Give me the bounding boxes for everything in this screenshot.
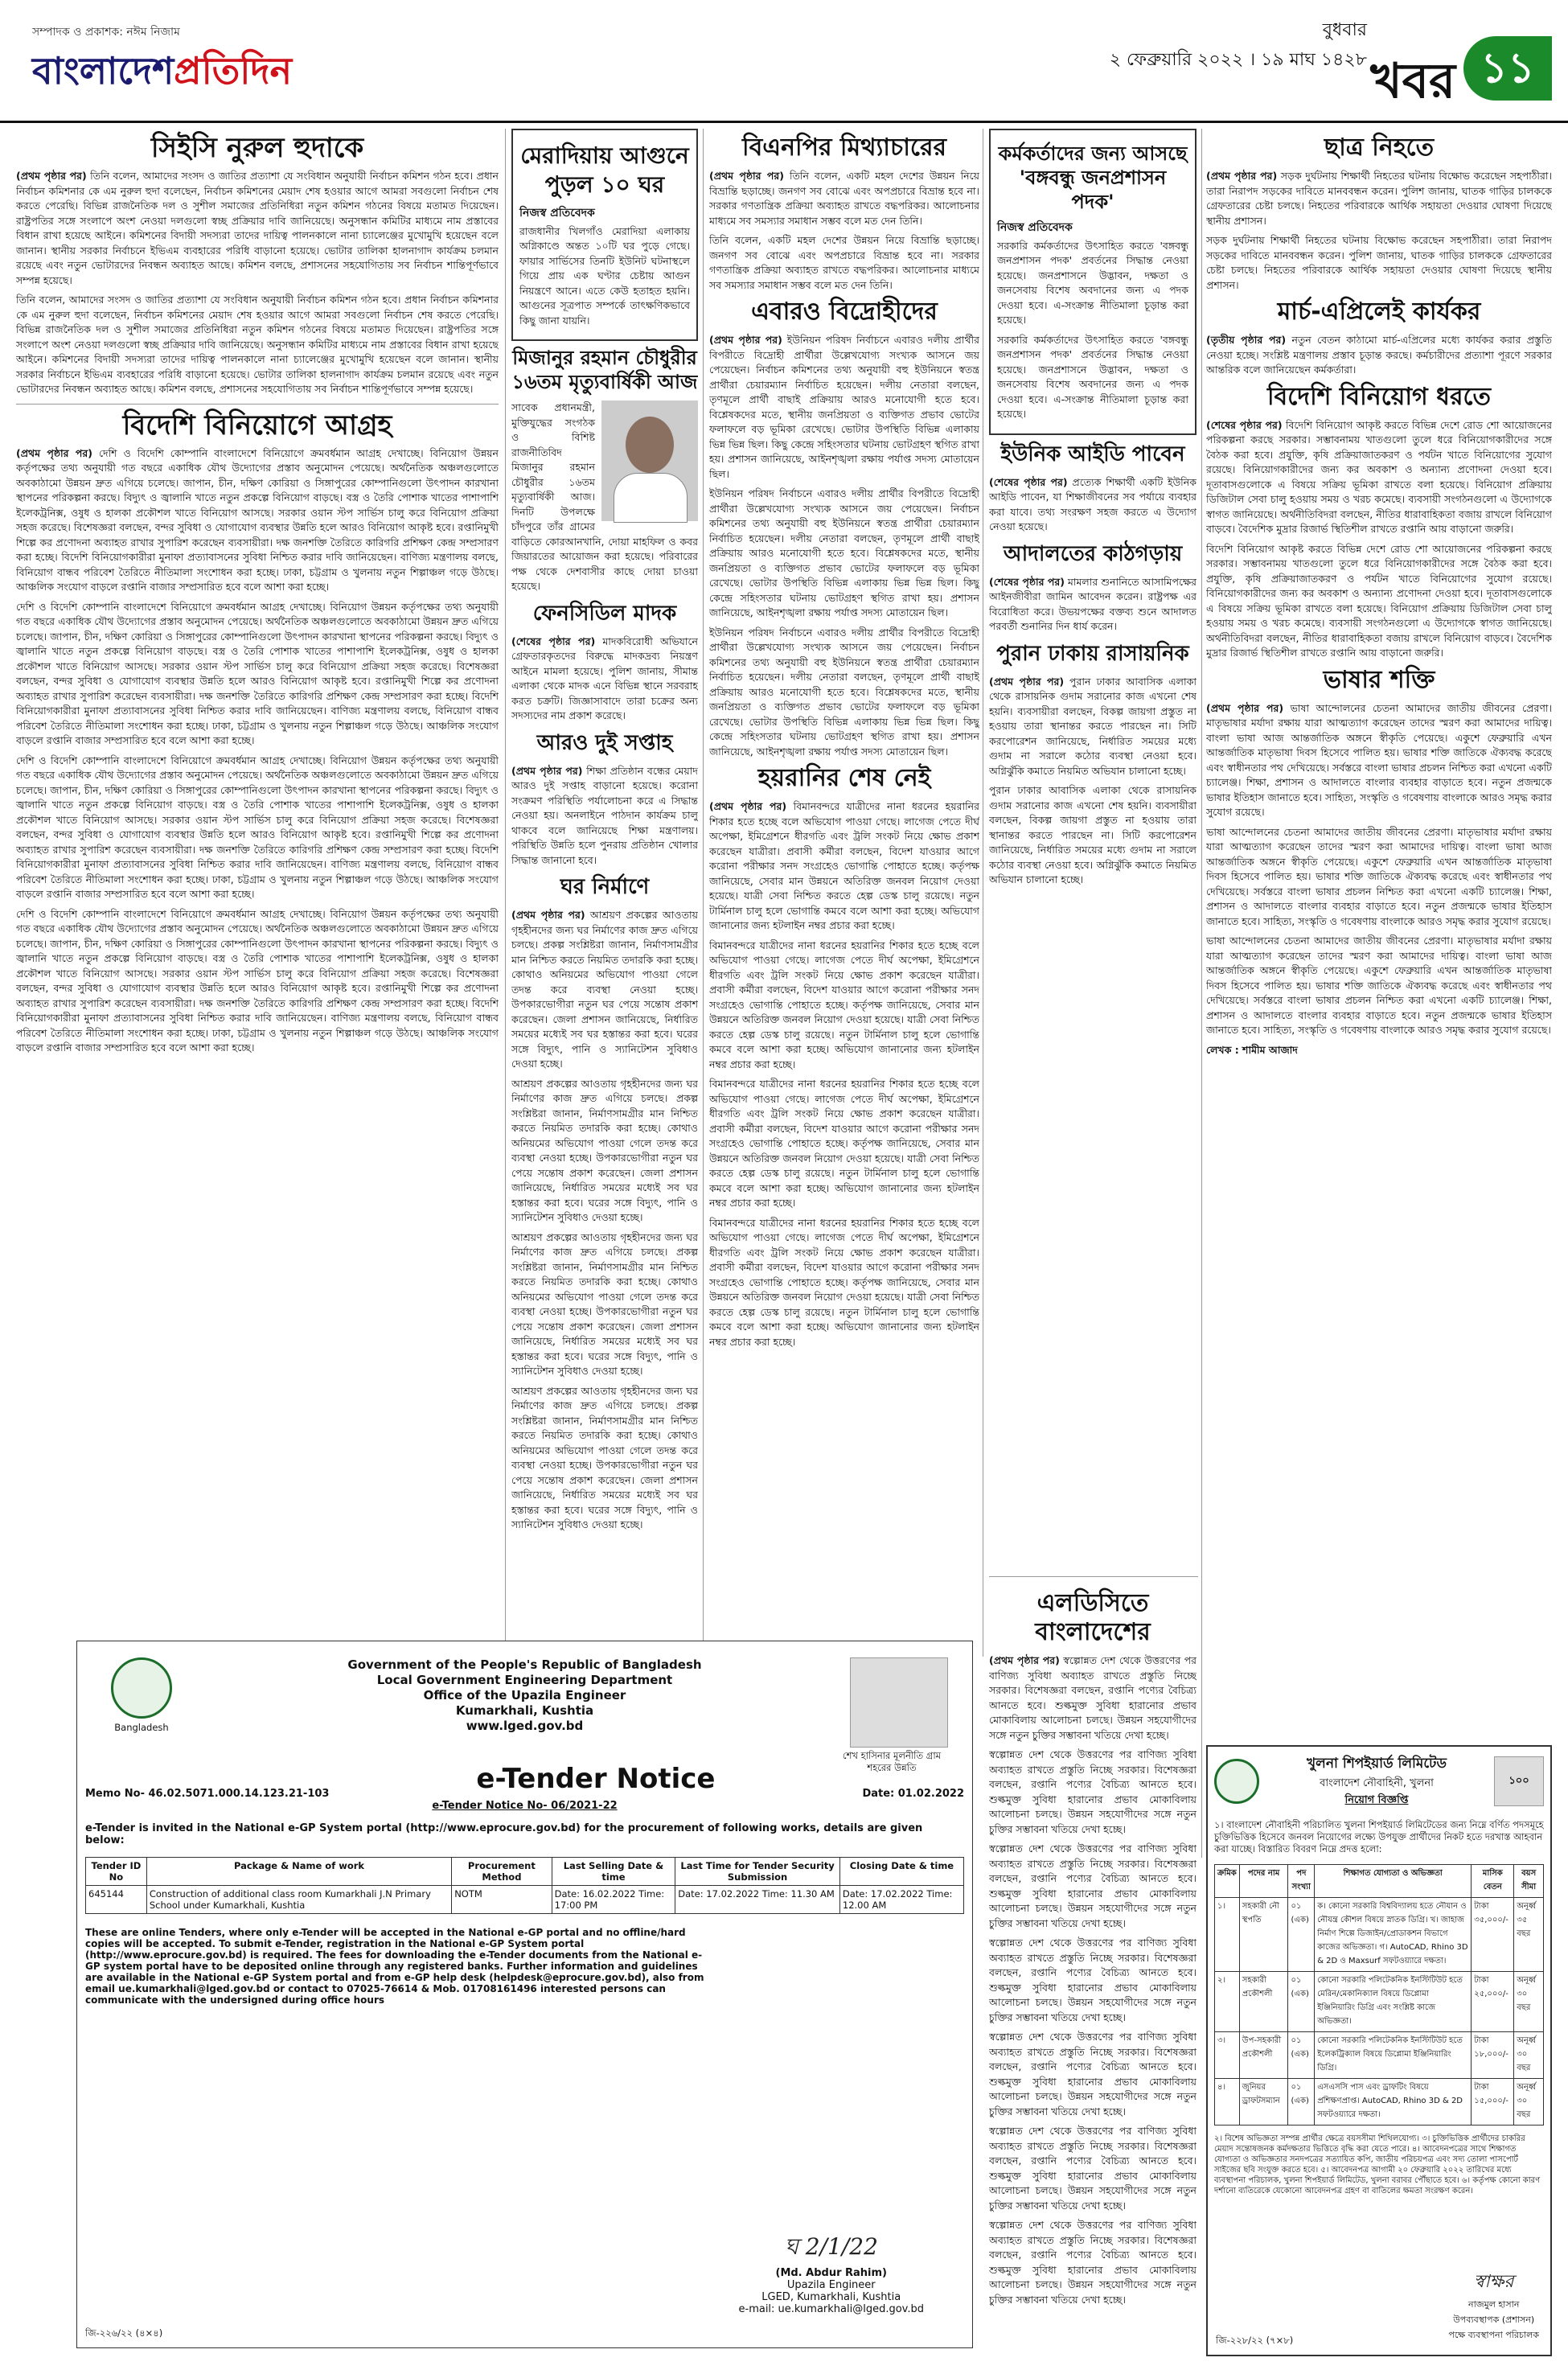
article-body: (শেষের পৃষ্ঠার পর) প্রত্যেক শিক্ষার্থী একটি ইউনিক আইডি পাবেন, যা শিক্ষাজীবনের সব পর্যায়ে ব্যবহার করা যাবে। তথ্য সংরক্ষণ সহজ করতে এ উদ্যোগ নেওয়া হয়েছে।	[989, 475, 1197, 532]
article-body-continued: আশ্রয়ণ প্রকল্পের আওতায় গৃহহীনদের জন্য ঘর নির্মাণের কাজ দ্রুত এগিয়ে চলছে। প্রকল্প সংশ্লিষ্টরা জানান, নির্মাণসামগ্রীর মান নিশ্চিত করতে নিয়মিত তদারকি করা হচ্ছে। কোথাও অনিয়মের অভিযোগ পাওয়া গেলে তদন্ত করে ব্যবস্থা নেওয়া হচ্ছে। উপকারভোগীরা নতুন ঘর পেয়ে সন্তোষ প্রকাশ করেছেন। জেলা প্রশাসন জানিয়েছে, নির্ধারিত সময়ের মধ্যেই সব ঘর হস্তান্তর করা হবে। ঘরের সঙ্গে বিদ্যুৎ, পানি ও স্যানিটেশন সুবিধাও দেওয়া হচ্ছে।	[511, 1077, 698, 1223]
column-header: বয়স সীমা	[1514, 1865, 1544, 1898]
article-headline: মেরাদিয়ায় আগুনে পুড়ল ১০ ঘর	[520, 142, 689, 198]
tender-table	[85, 1857, 964, 1914]
table-cell: টাকা ১৫,০০০/-	[1472, 2079, 1514, 2126]
article-body-continued: ইউনিয়ন পরিষদ নির্বাচনে এবারও দলীয় প্রার্থীর বিপরীতে বিদ্রোহী প্রার্থীরা উল্লেখযোগ্য সংখ্যক আসনে জয় পেয়েছেন। নির্বাচন কমিশনের তথ্য অনুযায়ী বহু ইউনিয়নে স্বতন্ত্র প্রার্থীরা চেয়ারম্যান নির্বাচিত হয়েছেন। দলীয় নেতারা বলছেন, তৃণমূলে প্রার্থী বাছাই প্রক্রিয়ায় আরও মনোযোগী হতে হবে। বিশ্লেষকদের মতে, স্থানীয় জনপ্রিয়তা ও ব্যক্তিগত প্রভাব ভোটের ফলাফলে বড় ভূমিকা রেখেছে। ভোটার উপস্থিতি বিভিন্ন এলাকায় ভিন্ন ভিন্ন ছিল। কিছু কেন্দ্রে সহিংসতার ঘটনায় ভোটগ্রহণ স্থগিত রাখা হয়। প্রশাসন জানিয়েছে, আইনশৃঙ্খলা রক্ষায় পর্যাপ্ত সদস্য মোতায়েন ছিল।	[709, 487, 979, 618]
article-body: (প্রথম পৃষ্ঠার পর) ইউনিয়ন পরিষদ নির্বাচনে এবারও দলীয় প্রার্থীর বিপরীতে বিদ্রোহী প্রার্থীরা উল্লেখযোগ্য সংখ্যক আসনে জয় পেয়েছেন। নির্বাচন কমিশনের তথ্য অনুযায়ী বহু ইউনিয়নে স্বতন্ত্র প্রার্থীরা চেয়ারম্যান নির্বাচিত হয়েছেন। দলীয় নেতারা বলছেন, তৃণমূলে প্রার্থী বাছাই প্রক্রিয়ায় আরও মনোযোগী হতে হবে। বিশ্লেষকদের মতে, স্থানীয় জনপ্রিয়তা ও ব্যক্তিগত প্রভাব ভোটের ফলাফলে বড় ভূমিকা রেখেছে। ভোটার উপস্থিতি বিভিন্ন এলাকায় ভিন্ন ভিন্ন ছিল। কিছু কেন্দ্রে সহিংসতার ঘটনায় ভোটগ্রহণ স্থগিত রাখা হয়। প্রশাসন জানিয়েছে, আইনশৃঙ্খলা রক্ষায় পর্যাপ্ত সদস্য মোতায়েন ছিল।	[709, 334, 979, 480]
article-body-continued: স্বল্পোন্নত দেশ থেকে উত্তরণের পর বাণিজ্য সুবিধা অব্যাহত রাখতে প্রস্তুতি নিচ্ছে সরকার। বিশেষজ্ঞরা বলছেন, রপ্তানি পণ্যের বৈচিত্র্য আনতে হবে। শুল্কমুক্ত সুবিধা হারানোর প্রভাব মোকাবিলায় আলোচনা চলছে। উন্নয়ন সহযোগীদের সঙ্গে নতুন চুক্তির সম্ভাবনা খতিয়ে দেখা হচ্ছে।	[989, 1937, 1197, 2023]
table-cell: অনূর্ধ্ব ৩০ বছর	[1514, 1972, 1544, 2032]
table-row	[1215, 1972, 1544, 2032]
full-date: ২ ফেব্রুয়ারি ২০২২ । ১৯ মাঘ ১৪২৮	[1109, 50, 1367, 70]
column-4	[989, 129, 1197, 1335]
table-cell: Date: 17.02.2022 Time: 11.30 AM	[675, 1886, 840, 1914]
table-cell: কোনো সরকারি পলিটেকনিক ইনস্টিটিউট হতে মেরিন/মেকানিক্যাল বিষয়ে ডিপ্লোমা ইঞ্জিনিয়ারিং ডিগ্রি এবং সংশ্লিষ্ট কাজে অভিজ্ঞতা।	[1315, 1972, 1472, 2032]
table-cell: ৩।	[1215, 2032, 1240, 2079]
column-3	[709, 129, 979, 1898]
table-cell: জুনিয়র ড্রাফটসম্যান	[1239, 2079, 1288, 2126]
table-cell: Date: 17.02.2022 Time: 12.00 AM	[839, 1886, 963, 1914]
column-rule	[1201, 129, 1202, 1858]
government-header	[85, 1657, 964, 1734]
boxed-article	[989, 129, 1197, 435]
column-header: পদের নাম	[1239, 1865, 1288, 1898]
gov-line: www.lged.gov.bd	[466, 1719, 584, 1733]
article-body: (প্রথম পৃষ্ঠার পর) সড়ক দুর্ঘটনায় শিক্ষার্থী নিহতের ঘটনায় বিক্ষোভ করেছেন সহপাঠীরা। তারা নিরাপদ সড়কের দাবিতে মানববন্ধন করেন। পুলিশ জানায়, ঘাতক গাড়ির চালককে গ্রেফতারের চেষ্টা চলছে। নিহতের পরিবারকে আর্থিক সহায়তা দেওয়ার ঘোষণা দিয়েছে স্থানীয় প্রশাসন।	[1206, 170, 1552, 227]
article-headline: বিদেশি বিনিয়োগ ধরতে	[1266, 382, 1492, 411]
org-block	[1307, 1753, 1447, 1809]
article-body-continued: দেশি ও বিদেশি কোম্পানি বাংলাদেশে বিনিয়োগে ক্রমবর্ধমান আগ্রহ দেখাচ্ছে। বিনিয়োগ উন্নয়ন কর্তৃপক্ষের তথ্য অনুযায়ী গত বছরে একাধিক যৌথ উদ্যোগের প্রস্তাব অনুমোদন পেয়েছে। অর্থনৈতিক অঞ্চলগুলোতে অবকাঠামো উন্নয়ন দ্রুত এগিয়ে চলেছে। জাপান, চীন, দক্ষিণ কোরিয়া ও সিঙ্গাপুরের কোম্পানিগুলো উৎপাদন কারখানা স্থাপনের পরিকল্পনা করছে। বিদ্যুৎ ও জ্বালানি খাতে নতুন প্রকল্পে বিনিয়োগ বাড়ছে। বস্ত্র ও তৈরি পোশাক খাতের পাশাপাশি ইলেকট্রনিক্স, ওষুধ ও হালকা প্রকৌশল খাতে বিনিয়োগ আসছে। সরকার ওয়ান স্টপ সার্ভিস চালু করে বিনিয়োগ প্রক্রিয়া সহজ করেছে। বিশেষজ্ঞরা বলছেন, বন্দর সুবিধা ও যোগাযোগ ব্যবস্থার উন্নতি হলে আরও বিনিয়োগ আকৃষ্ট হবে। রপ্তানিমুখী শিল্পে কর প্রণোদনা অব্যাহত রাখার সুপারিশ করেছেন ব্যবসায়ীরা। দক্ষ জনশক্তি তৈরিতে কারিগরি প্রশিক্ষণ কেন্দ্র সম্প্রসারণ করা হচ্ছে। বিদেশি বিনিয়োগকারীরা মুনাফা প্রত্যাবাসনের সুবিধা নিশ্চিত করার দাবি জানিয়েছেন। বাণিজ্য মন্ত্রণালয় বলছে, বিনিয়োগ বান্ধব পরিবেশ তৈরিতে নীতিমালা সংশোধন করা হচ্ছে। ঢাকা, চট্টগ্রাম ও খুলনায় নতুন শিল্পাঞ্চল গড়ে উঠছে। আঞ্চলিক সংযোগ বাড়লে রপ্তানি বাজার সম্প্রসারিত হবে বলে আশা করা হচ্ছে।	[16, 600, 499, 746]
article-body-continued: ইউনিয়ন পরিষদ নির্বাচনে এবারও দলীয় প্রার্থীর বিপরীতে বিদ্রোহী প্রার্থীরা উল্লেখযোগ্য সংখ্যক আসনে জয় পেয়েছেন। নির্বাচন কমিশনের তথ্য অনুযায়ী বহু ইউনিয়নে স্বতন্ত্র প্রার্থীরা চেয়ারম্যান নির্বাচিত হয়েছেন। দলীয় নেতারা বলছেন, তৃণমূলে প্রার্থী বাছাই প্রক্রিয়ায় আরও মনোযোগী হতে হবে। বিশ্লেষকদের মতে, স্থানীয় জনপ্রিয়তা ও ব্যক্তিগত প্রভাব ভোটের ফলাফলে বড় ভূমিকা রেখেছে। ভোটার উপস্থিতি বিভিন্ন এলাকায় ভিন্ন ভিন্ন ছিল। কিছু কেন্দ্রে সহিংসতার ঘটনায় ভোটগ্রহণ স্থগিত রাখা হয়। প্রশাসন জানিয়েছে, আইনশৃঙ্খলা রক্ষায় পর্যাপ্ত সদস্য মোতায়েন ছিল।	[709, 626, 979, 758]
seal-icon	[111, 1657, 172, 1719]
column-header: ক্রমিক	[1215, 1865, 1240, 1898]
page-number-badge: ১১	[1463, 36, 1552, 101]
tender-title: e-Tender Notice	[476, 1763, 716, 1795]
column-header: Procurement Method	[452, 1858, 552, 1886]
column-2	[511, 129, 698, 1657]
column-header: শিক্ষাগত যোগ্যতা ও অভিজ্ঞতা	[1315, 1865, 1472, 1898]
article-headline: বিদেশি বিনিয়োগে আগ্রহ	[122, 409, 392, 442]
article-headline: আরও দুই সপ্তাহ	[536, 730, 673, 755]
column-header: Closing Date & time	[839, 1858, 963, 1886]
job-notes: ২। বিশেষ অভিজ্ঞতা সম্পন্ন প্রার্থীর ক্ষেত্রে বয়সসীমা শিথিলযোগ্য। ৩। চুক্তিভিত্তিক প্রার্থীদের চাকরির মেয়াদ সন্তোষজনক কর্মদক্ষতার ভিত্তিতে বৃদ্ধি করা যেতে পারে। ৪। আবেদনপত্রের সাথে শিক্ষাগত যোগ্যতা ও অভিজ্ঞতার সনদপত্রের সত্যায়িত কপি, জাতীয় পরিচয়পত্র এবং সদ্য তোলা পাসপোর্ট সাইজের ছবি সংযুক্ত করতে হবে। ৫। আবেদনপত্র আগামী ২০ ফেব্রুয়ারি ২০২২ তারিখের মধ্যে ব্যবস্থাপনা পরিচালক, খুলনা শিপইয়ার্ড লিমিটেড, খুলনা বরাবর পৌঁছাতে হবে। ৬। কর্তৃপক্ষ কোনো কারণ দর্শানো ব্যতিরেকে যেকোনো আবেদনপত্র গ্রহণ বা বাতিলের ক্ষমতা সংরক্ষণ করেন।	[1214, 2134, 1541, 2195]
ad-code: জি-২২৬/২২ (৪×৪)	[85, 2327, 163, 2339]
article-body-continued: তিনি বলেন, একটি মহল দেশের উন্নয়ন নিয়ে বিভ্রান্তি ছড়াচ্ছে। জনগণ সব বোঝে এবং অপপ্রচারে বিভ্রান্ত হবে না। সরকার গণতান্ত্রিক প্রক্রিয়া অব্যাহত রাখতে বদ্ধপরিকর। আলোচনার মাধ্যমে সব সমস্যার সমাধান সম্ভব বলে মত দেন তিনি।	[709, 234, 979, 291]
tender-footer: These are online Tenders, where only e-Tender will be accepted in the National e-GP portal and no offline/hard copies will be accepted. To submit e-Tender, registration in the National e-GP System portal (http://www.eprocure.gov.bd) is required. The fees for downloading the e-Tender documents from the National e-GP system portal have to be deposited online through any registered banks. Further information and guidelines are available in the National e-GP System portal and from e-GP help desk (helpdesk@eprocure.gov.bd), also from email ue.kumarkhali@lged.gov.bd or contact to 07025-76614 & Mob. 01708161496 interested persons can communicate with the undersigned during office hours	[85, 1927, 704, 2006]
table-cell: টাকা ৩৫,০০০/-	[1472, 1898, 1514, 1972]
ad-title: নিয়োগ বিজ্ঞপ্তি	[1344, 1794, 1409, 1806]
section-title: খবর	[1370, 53, 1455, 109]
article-body-continued: ভাষা আন্দোলনের চেতনা আমাদের জাতীয় জীবনের প্রেরণা। মাতৃভাষার মর্যাদা রক্ষায় যারা আত্মত্যাগ করেছেন তাদের স্মরণ করা আমাদের দায়িত্ব। বাংলা ভাষা আজ আন্তর্জাতিক অঙ্গনে স্বীকৃতি পেয়েছে। একুশে ফেব্রুয়ারি এখন আন্তর্জাতিক মাতৃভাষা দিবস হিসেবে পালিত হয়। ভাষার শক্তি জাতিকে ঐক্যবদ্ধ করেছে এবং স্বাধীনতার পথ দেখিয়েছে। সর্বস্তরে বাংলা ভাষার প্রচলন নিশ্চিত করা এখনো একটি চ্যালেঞ্জ। শিক্ষা, প্রশাসন ও আদালতে বাংলার ব্যবহার বাড়াতে হবে। নতুন প্রজন্মকে ভাষার ইতিহাস জানাতে হবে। সাহিত্য, সংস্কৃতি ও গবেষণায় বাংলাকে আরও সমৃদ্ধ করার সুযোগ রয়েছে।	[1206, 825, 1552, 927]
body-shape	[614, 473, 688, 523]
article-body-continued: বিমানবন্দরে যাত্রীদের নানা ধরনের হয়রানির শিকার হতে হচ্ছে বলে অভিযোগ পাওয়া গেছে। লাগেজ পেতে দীর্ঘ অপেক্ষা, ইমিগ্রেশনে ধীরগতি এবং ট্রলি সংকট নিয়ে ক্ষোভ প্রকাশ করেছেন যাত্রীরা। প্রবাসী কর্মীরা বলছেন, বিদেশ যাওয়ার আগে করোনা পরীক্ষার সনদ সংগ্রহেও ভোগান্তি পোহাতে হচ্ছে। কর্তৃপক্ষ জানিয়েছে, সেবার মান উন্নয়নে অতিরিক্ত জনবল নিয়োগ দেওয়া হয়েছে। যাত্রী সেবা নিশ্চিত করতে হেল্প ডেস্ক চালু রয়েছে। নতুন টার্মিনাল চালু হলে ভোগান্তি কমবে বলে আশা করা হচ্ছে। অভিযোগ জানানোর জন্য হটলাইন নম্বর প্রচার করা হচ্ছে।	[709, 939, 979, 1070]
signer-name: নাজমুল হাসান	[1468, 2299, 1520, 2310]
table-cell: অনূর্ধ্ব ৩৫ বছর	[1514, 1898, 1544, 1972]
table-cell: Date: 16.02.2022 Time: 17:00 PM	[552, 1886, 675, 1914]
signer-name: (Md. Abdur Rahim)	[775, 2267, 887, 2279]
table-cell: ০১ (এক)	[1288, 1898, 1315, 1972]
article-body-continued: তিনি বলেন, আমাদের সংসদ ও জাতির প্রত্যাশা যে সংবিধান অনুযায়ী নির্বাচন কমিশন গঠন হবে। প্রধান নির্বাচন কমিশনার কে এম নুরুল হুদা বলেছেন, নির্বাচন কমিশনের মেয়াদ শেষ হওয়ার আগে আমরা সবগুলো নির্বাচন শেষ করতে পেরেছি। বিভিন্ন রাজনৈতিক দল ও সুশীল সমাজের প্রতিনিধিরা নতুন কমিশন গঠনের বিষয়ে মতামত দিয়েছেন। রাষ্ট্রপতির সঙ্গে সংলাপে অংশ নেওয়া দলগুলো স্বচ্ছ প্রক্রিয়ার দাবি জানিয়েছে। অনুসন্ধান কমিটির মাধ্যমে নাম প্রস্তাবের বিধান রাখা হয়েছে আইনে। কমিশনের বিদায়ী সদস্যরা তাদের দায়িত্ব পালনকালে নানা চ্যালেঞ্জের মুখোমুখি হয়েছেন বলে জানান। স্থানীয় সরকার নির্বাচনে ইভিএম ব্যবহারের পরিধি বাড়ানো হয়েছে। ভোটার তালিকা হালনাগাদ কার্যক্রম চলমান রয়েছে এবং নতুন ভোটারদের নিবন্ধন অব্যাহত আছে। কমিশন বলছে, প্রশাসনের সহযোগিতায় সব নির্বাচন শান্তিপূর্ণভাবে সম্পন্ন হয়েছে।	[16, 294, 499, 395]
signer-title: উপব্যবস্থাপক (প্রশাসন)	[1453, 2314, 1535, 2325]
boxed-article	[511, 129, 698, 341]
byline: লেখক : শামীম আজাদ	[1206, 1043, 1298, 1056]
signature: ঘ 2/1/22	[784, 2233, 878, 2260]
table-cell: টাকা ১৮,০০০/-	[1472, 2032, 1514, 2079]
article-body-continued: বিমানবন্দরে যাত্রীদের নানা ধরনের হয়রানির শিকার হতে হচ্ছে বলে অভিযোগ পাওয়া গেছে। লাগেজ পেতে দীর্ঘ অপেক্ষা, ইমিগ্রেশনে ধীরগতি এবং ট্রলি সংকট নিয়ে ক্ষোভ প্রকাশ করেছেন যাত্রীরা। প্রবাসী কর্মীরা বলছেন, বিদেশ যাওয়ার আগে করোনা পরীক্ষার সনদ সংগ্রহেও ভোগান্তি পোহাতে হচ্ছে। কর্তৃপক্ষ জানিয়েছে, সেবার মান উন্নয়নে অতিরিক্ত জনবল নিয়োগ দেওয়া হয়েছে। যাত্রী সেবা নিশ্চিত করতে হেল্প ডেস্ক চালু রয়েছে। নতুন টার্মিনাল চালু হলে ভোগান্তি কমবে বলে আশা করা হচ্ছে। অভিযোগ জানানোর জন্য হটলাইন নম্বর প্রচার করা হচ্ছে।	[709, 1078, 979, 1209]
tagline: সম্পাদক ও প্রকাশক: নঈম নিজাম	[32, 26, 180, 39]
ad-code: জি-২২৮/২২ (৭×৮)	[1216, 2335, 1294, 2346]
article-body-continued: বিমানবন্দরে যাত্রীদের নানা ধরনের হয়রানির শিকার হতে হচ্ছে বলে অভিযোগ পাওয়া গেছে। লাগেজ পেতে দীর্ঘ অপেক্ষা, ইমিগ্রেশনে ধীরগতি এবং ট্রলি সংকট নিয়ে ক্ষোভ প্রকাশ করেছেন যাত্রীরা। প্রবাসী কর্মীরা বলছেন, বিদেশ যাওয়ার আগে করোনা পরীক্ষার সনদ সংগ্রহেও ভোগান্তি পোহাতে হচ্ছে। কর্তৃপক্ষ জানিয়েছে, সেবার মান উন্নয়নে অতিরিক্ত জনবল নিয়োগ দেওয়া হয়েছে। যাত্রী সেবা নিশ্চিত করতে হেল্প ডেস্ক চালু রয়েছে। নতুন টার্মিনাল চালু হলে ভোগান্তি কমবে বলে আশা করা হচ্ছে। অভিযোগ জানানোর জন্য হটলাইন নম্বর প্রচার করা হচ্ছে।	[709, 1216, 979, 1348]
table-cell: ৪।	[1215, 2079, 1240, 2126]
gov-line: Office of the Upazila Engineer	[423, 1688, 626, 1702]
brand-part-1: বাংলাদেশ	[32, 49, 174, 92]
article-headline: ইউনিক আইডি পাবেন	[1000, 442, 1185, 466]
table-row	[1215, 2032, 1544, 2079]
table-cell: ০১ (এক)	[1288, 1972, 1315, 2032]
column-header: পদ সংখ্যা	[1288, 1865, 1315, 1898]
article-body-continued: স্বল্পোন্নত দেশ থেকে উত্তরণের পর বাণিজ্য সুবিধা অব্যাহত রাখতে প্রস্তুতি নিচ্ছে সরকার। বিশেষজ্ঞরা বলছেন, রপ্তানি পণ্যের বৈচিত্র্য আনতে হবে। শুল্কমুক্ত সুবিধা হারানোর প্রভাব মোকাবিলায় আলোচনা চলছে। উন্নয়ন সহযোগীদের সঙ্গে নতুন চুক্তির সম্ভাবনা খতিয়ে দেখা হচ্ছে।	[989, 1842, 1197, 1929]
article-body: (প্রথম পৃষ্ঠার পর) আশ্রয়ণ প্রকল্পের আওতায় গৃহহীনদের জন্য ঘর নির্মাণের কাজ দ্রুত এগিয়ে চলছে। প্রকল্প সংশ্লিষ্টরা জানান, নির্মাণসামগ্রীর মান নিশ্চিত করতে নিয়মিত তদারকি করা হচ্ছে। কোথাও অনিয়মের অভিযোগ পাওয়া গেলে তদন্ত করে ব্যবস্থা নেওয়া হচ্ছে। উপকারভোগীরা নতুন ঘর পেয়ে সন্তোষ প্রকাশ করেছেন। জেলা প্রশাসন জানিয়েছে, নির্ধারিত সময়ের মধ্যেই সব ঘর হস্তান্তর করা হবে। ঘরের সঙ্গে বিদ্যুৎ, পানি ও স্যানিটেশন সুবিধাও দেওয়া হচ্ছে।	[511, 909, 698, 1070]
article-body: সরকারি কর্মকর্তাদের উৎসাহিত করতে 'বঙ্গবন্ধু জনপ্রশাসন পদক' প্রবর্তনের সিদ্ধান্ত নেওয়া হয়েছে। জনপ্রশাসনে উদ্ভাবন, দক্ষতা ও জনসেবায় বিশেষ অবদানের জন্য এ পদক দেওয়া হবে। এ-সংক্রান্ত নীতিমালা চূড়ান্ত করা হয়েছে।	[997, 239, 1188, 326]
face-shape	[626, 417, 674, 473]
tender-title-row	[85, 1758, 964, 1800]
job-intro: ১। বাংলাদেশ নৌবাহিনী পরিচালিত খুলনা শিপইয়ার্ড লিমিটেডের জন্য নিম্নে বর্ণিত পদসমূহে চুক্তিভিত্তিক হিসেবে জনবল নিয়োগের লক্ষ্যে উপযুক্ত প্রার্থীদের নিকট হতে দরখাস্ত আহবান করা যাচ্ছে। বিস্তারিত বিবরণ নিম্নে প্রদত্ত হলো:	[1214, 1818, 1544, 1854]
org-name: খুলনা শিপইয়ার্ড লিমিটেড	[1307, 1756, 1447, 1772]
table-row	[86, 1886, 964, 1914]
table-cell: সহকারী নৌ স্থপতি	[1239, 1898, 1288, 1972]
article-body-continued: স্বল্পোন্নত দেশ থেকে উত্তরণের পর বাণিজ্য সুবিধা অব্যাহত রাখতে প্রস্তুতি নিচ্ছে সরকার। বিশেষজ্ঞরা বলছেন, রপ্তানি পণ্যের বৈচিত্র্য আনতে হবে। শুল্কমুক্ত সুবিধা হারানোর প্রভাব মোকাবিলায় আলোচনা চলছে। উন্নয়ন সহযোগীদের সঙ্গে নতুন চুক্তির সম্ভাবনা খতিয়ে দেখা হচ্ছে।	[989, 2125, 1197, 2212]
article-headline: মার্চ-এপ্রিলেই কার্যকর	[1277, 298, 1481, 326]
article-body-continued: আশ্রয়ণ প্রকল্পের আওতায় গৃহহীনদের জন্য ঘর নির্মাণের কাজ দ্রুত এগিয়ে চলছে। প্রকল্প সংশ্লিষ্টরা জানান, নির্মাণসামগ্রীর মান নিশ্চিত করতে নিয়মিত তদারকি করা হচ্ছে। কোথাও অনিয়মের অভিযোগ পাওয়া গেলে তদন্ত করে ব্যবস্থা নেওয়া হচ্ছে। উপকারভোগীরা নতুন ঘর পেয়ে সন্তোষ প্রকাশ করেছেন। জেলা প্রশাসন জানিয়েছে, নির্ধারিত সময়ের মধ্যেই সব ঘর হস্তান্তর করা হবে। ঘরের সঙ্গে বিদ্যুৎ, পানি ও স্যানিটেশন সুবিধাও দেওয়া হচ্ছে।	[511, 1384, 698, 1530]
gov-line: Kumarkhali, Kushtia	[455, 1703, 594, 1718]
article-body-continued: আশ্রয়ণ প্রকল্পের আওতায় গৃহহীনদের জন্য ঘর নির্মাণের কাজ দ্রুত এগিয়ে চলছে। প্রকল্প সংশ্লিষ্টরা জানান, নির্মাণসামগ্রীর মান নিশ্চিত করতে নিয়মিত তদারকি করা হচ্ছে। কোথাও অনিয়মের অভিযোগ পাওয়া গেলে তদন্ত করে ব্যবস্থা নেওয়া হচ্ছে। উপকারভোগীরা নতুন ঘর পেয়ে সন্তোষ প্রকাশ করেছেন। জেলা প্রশাসন জানিয়েছে, নির্ধারিত সময়ের মধ্যেই সব ঘর হস্তান্তর করা হবে। ঘরের সঙ্গে বিদ্যুৎ, পানি ও স্যানিটেশন সুবিধাও দেওয়া হচ্ছে।	[511, 1230, 698, 1377]
article-body-continued: দেশি ও বিদেশি কোম্পানি বাংলাদেশে বিনিয়োগে ক্রমবর্ধমান আগ্রহ দেখাচ্ছে। বিনিয়োগ উন্নয়ন কর্তৃপক্ষের তথ্য অনুযায়ী গত বছরে একাধিক যৌথ উদ্যোগের প্রস্তাব অনুমোদন পেয়েছে। অর্থনৈতিক অঞ্চলগুলোতে অবকাঠামো উন্নয়ন দ্রুত এগিয়ে চলেছে। জাপান, চীন, দক্ষিণ কোরিয়া ও সিঙ্গাপুরের কোম্পানিগুলো উৎপাদন কারখানা স্থাপনের পরিকল্পনা করছে। বিদ্যুৎ ও জ্বালানি খাতে নতুন প্রকল্পে বিনিয়োগ বাড়ছে। বস্ত্র ও তৈরি পোশাক খাতের পাশাপাশি ইলেকট্রনিক্স, ওষুধ ও হালকা প্রকৌশল খাতে বিনিয়োগ আসছে। সরকার ওয়ান স্টপ সার্ভিস চালু করে বিনিয়োগ প্রক্রিয়া সহজ করেছে। বিশেষজ্ঞরা বলছেন, বন্দর সুবিধা ও যোগাযোগ ব্যবস্থার উন্নতি হলে আরও বিনিয়োগ আকৃষ্ট হবে। রপ্তানিমুখী শিল্পে কর প্রণোদনা অব্যাহত রাখার সুপারিশ করেছেন ব্যবসায়ীরা। দক্ষ জনশক্তি তৈরিতে কারিগরি প্রশিক্ষণ কেন্দ্র সম্প্রসারণ করা হচ্ছে। বিদেশি বিনিয়োগকারীরা মুনাফা প্রত্যাবাসনের সুবিধা নিশ্চিত করার দাবি জানিয়েছেন। বাণিজ্য মন্ত্রণালয় বলছে, বিনিয়োগ বান্ধব পরিবেশ তৈরিতে নীতিমালা সংশোধন করা হচ্ছে। ঢাকা, চট্টগ্রাম ও খুলনায় নতুন শিল্পাঞ্চল গড়ে উঠছে। আঞ্চলিক সংযোগ বাড়লে রপ্তানি বাজার সম্প্রসারিত হবে বলে আশা করা হচ্ছে।	[16, 754, 499, 900]
job-table	[1214, 1864, 1544, 2126]
table-cell: এসএসসি পাস এবং ড্রাফটিং বিষয়ে প্রশিক্ষণপ্রাপ্ত। AutoCAD, Rhino 3D & 2D সফটওয়্যারে দক্ষতা।	[1315, 2079, 1472, 2126]
article-headline: এবারও বিদ্রোহীদের	[751, 298, 938, 326]
article-headline: আদালতের কাঠগড়ায়	[1003, 541, 1183, 566]
article-body-continued: দেশি ও বিদেশি কোম্পানি বাংলাদেশে বিনিয়োগে ক্রমবর্ধমান আগ্রহ দেখাচ্ছে। বিনিয়োগ উন্নয়ন কর্তৃপক্ষের তথ্য অনুযায়ী গত বছরে একাধিক যৌথ উদ্যোগের প্রস্তাব অনুমোদন পেয়েছে। অর্থনৈতিক অঞ্চলগুলোতে অবকাঠামো উন্নয়ন দ্রুত এগিয়ে চলেছে। জাপান, চীন, দক্ষিণ কোরিয়া ও সিঙ্গাপুরের কোম্পানিগুলো উৎপাদন কারখানা স্থাপনের পরিকল্পনা করছে। বিদ্যুৎ ও জ্বালানি খাতে নতুন প্রকল্পে বিনিয়োগ বাড়ছে। বস্ত্র ও তৈরি পোশাক খাতের পাশাপাশি ইলেকট্রনিক্স, ওষুধ ও হালকা প্রকৌশল খাতে বিনিয়োগ আসছে। সরকার ওয়ান স্টপ সার্ভিস চালু করে বিনিয়োগ প্রক্রিয়া সহজ করেছে। বিশেষজ্ঞরা বলছেন, বন্দর সুবিধা ও যোগাযোগ ব্যবস্থার উন্নতি হলে আরও বিনিয়োগ আকৃষ্ট হবে। রপ্তানিমুখী শিল্পে কর প্রণোদনা অব্যাহত রাখার সুপারিশ করেছেন ব্যবসায়ীরা। দক্ষ জনশক্তি তৈরিতে কারিগরি প্রশিক্ষণ কেন্দ্র সম্প্রসারণ করা হচ্ছে। বিদেশি বিনিয়োগকারীরা মুনাফা প্রত্যাবাসনের সুবিধা নিশ্চিত করার দাবি জানিয়েছেন। বাণিজ্য মন্ত্রণালয় বলছে, বিনিয়োগ বান্ধব পরিবেশ তৈরিতে নীতিমালা সংশোধন করা হচ্ছে। ঢাকা, চট্টগ্রাম ও খুলনায় নতুন শিল্পাঞ্চল গড়ে উঠছে। আঞ্চলিক সংযোগ বাড়লে রপ্তানি বাজার সম্প্রসারিত হবে বলে আশা করা হচ্ছে।	[16, 907, 499, 1054]
article-headline: ঘর নির্মাণে	[560, 875, 650, 899]
article-headline: এলডিসিতে বাংলাদেশের	[1035, 1589, 1151, 1646]
memo-number: Memo No- 46.02.5071.000.14.123.21-103	[85, 1788, 330, 1800]
logo-caption: Bangladesh	[114, 1722, 169, 1733]
article-headline: হয়রানির শেষ নেই	[757, 764, 931, 792]
table-row	[1215, 1898, 1544, 1972]
table-cell: NOTM	[452, 1886, 552, 1914]
table-cell: ০১ (এক)	[1288, 2032, 1315, 2079]
column-header: মাসিক বেতন	[1472, 1865, 1514, 1898]
table-cell: ১।	[1215, 1898, 1240, 1972]
tender-date: Date: 01.02.2022	[862, 1788, 964, 1800]
ldc-article	[989, 1584, 1197, 2356]
article-headline: বিএনপির মিথ্যাচারের	[742, 133, 946, 162]
dateline	[1110, 16, 1367, 76]
signer-email: e-mail: ue.kumarkhali@lged.gov.bd	[738, 2303, 924, 2315]
column-1	[16, 129, 499, 1657]
table-cell: অনূর্ধ্ব ৩০ বছর	[1514, 2032, 1544, 2079]
byline: নিজস্ব প্রতিবেদক	[519, 207, 595, 220]
notice-number: e-Tender Notice No- 06/2021-22	[432, 1800, 618, 1812]
column-header: Last Time for Tender Security Submission	[675, 1858, 840, 1886]
article-body-continued: সড়ক দুর্ঘটনায় শিক্ষার্থী নিহতের ঘটনায় বিক্ষোভ করেছেন সহপাঠীরা। তারা নিরাপদ সড়কের দাবিতে মানববন্ধন করেন। পুলিশ জানায়, ঘাতক গাড়ির চালককে গ্রেফতারের চেষ্টা চলছে। নিহতের পরিবারকে আর্থিক সহায়তা দেওয়ার ঘোষণা দিয়েছে স্থানীয় প্রশাসন।	[1206, 234, 1552, 291]
article-headline: কর্মকর্তাদের জন্য আসছে 'বঙ্গবন্ধু জনপ্রশাসন পদক'	[998, 142, 1188, 213]
signature-block	[739, 2229, 925, 2315]
column-5	[1206, 129, 1552, 1866]
table-header-row	[1215, 1865, 1544, 1898]
divider	[16, 404, 499, 405]
lged-logo	[101, 1657, 182, 1734]
article-body: (প্রথম পৃষ্ঠার পর) তিনি বলেন, একটি মহল দেশের উন্নয়ন নিয়ে বিভ্রান্তি ছড়াচ্ছে। জনগণ সব বোঝে এবং অপপ্রচারে বিভ্রান্ত হবে না। সরকার গণতান্ত্রিক প্রক্রিয়া অব্যাহত রাখতে বদ্ধপরিকর। আলোচনার মাধ্যমে সব সমস্যার সমাধান সম্ভব বলে মত দেন তিনি।	[709, 170, 979, 227]
article-body-continued: ভাষা আন্দোলনের চেতনা আমাদের জাতীয় জীবনের প্রেরণা। মাতৃভাষার মর্যাদা রক্ষায় যারা আত্মত্যাগ করেছেন তাদের স্মরণ করা আমাদের দায়িত্ব। বাংলা ভাষা আজ আন্তর্জাতিক অঙ্গনে স্বীকৃতি পেয়েছে। একুশে ফেব্রুয়ারি এখন আন্তর্জাতিক মাতৃভাষা দিবস হিসেবে পালিত হয়। ভাষার শক্তি জাতিকে ঐক্যবদ্ধ করেছে এবং স্বাধীনতার পথ দেখিয়েছে। সর্বস্তরে বাংলা ভাষার প্রচলন নিশ্চিত করা এখনো একটি চ্যালেঞ্জ। শিক্ষা, প্রশাসন ও আদালতে বাংলার ব্যবহার বাড়াতে হবে। নতুন প্রজন্মকে ভাষার ইতিহাস জানাতে হবে। সাহিত্য, সংস্কৃতি ও গবেষণায় বাংলাকে আরও সমৃদ্ধ করার সুযোগ রয়েছে।	[1206, 934, 1552, 1036]
signer-office: পক্ষে ব্যবস্থাপনা পরিচালক	[1448, 2330, 1539, 2340]
article-body: (প্রথম পৃষ্ঠার পর) শিক্ষা প্রতিষ্ঠান বন্ধের মেয়াদ আরও দুই সপ্তাহ বাড়ানো হয়েছে। করোনা সংক্রমণ পরিস্থিতি পর্যালোচনা করে এ সিদ্ধান্ত নেওয়া হয়। অনলাইনে পাঠদান কার্যক্রম চালু থাকবে বলে জানিয়েছে শিক্ষা মন্ত্রণালয়। পরিস্থিতি উন্নতি হলে পুনরায় প্রতিষ্ঠান খোলার সিদ্ধান্ত জানানো হবে।	[511, 764, 698, 866]
article-body-continued: স্বল্পোন্নত দেশ থেকে উত্তরণের পর বাণিজ্য সুবিধা অব্যাহত রাখতে প্রস্তুতি নিচ্ছে সরকার। বিশেষজ্ঞরা বলছেন, রপ্তানি পণ্যের বৈচিত্র্য আনতে হবে। শুল্কমুক্ত সুবিধা হারানোর প্রভাব মোকাবিলায় আলোচনা চলছে। উন্নয়ন সহযোগীদের সঙ্গে নতুন চুক্তির সম্ভাবনা খতিয়ে দেখা হচ্ছে।	[989, 2219, 1197, 2306]
article-body: (প্রথম পৃষ্ঠার পর) স্বল্পোন্নত দেশ থেকে উত্তরণের পর বাণিজ্য সুবিধা অব্যাহত রাখতে প্রস্তুতি নিচ্ছে সরকার। বিশেষজ্ঞরা বলছেন, রপ্তানি পণ্যের বৈচিত্র্য আনতে হবে। শুল্কমুক্ত সুবিধা হারানোর প্রভাব মোকাবিলায় আলোচনা চলছে। উন্নয়ন সহযোগীদের সঙ্গে নতুন চুক্তির সম্ভাবনা খতিয়ে দেখা হচ্ছে।	[989, 1654, 1197, 1741]
divider	[989, 1576, 1198, 1577]
column-rule	[505, 129, 506, 1657]
article-body: (প্রথম পৃষ্ঠার পর) দেশি ও বিদেশি কোম্পানি বাংলাদেশে বিনিয়োগে ক্রমবর্ধমান আগ্রহ দেখাচ্ছে। বিনিয়োগ উন্নয়ন কর্তৃপক্ষের তথ্য অনুযায়ী গত বছরে একাধিক যৌথ উদ্যোগের প্রস্তাব অনুমোদন পেয়েছে। অর্থনৈতিক অঞ্চলগুলোতে অবকাঠামো উন্নয়ন দ্রুত এগিয়ে চলেছে। জাপান, চীন, দক্ষিণ কোরিয়া ও সিঙ্গাপুরের কোম্পানিগুলো উৎপাদন কারখানা স্থাপনের পরিকল্পনা করছে। বিদ্যুৎ ও জ্বালানি খাতে নতুন প্রকল্পে বিনিয়োগ বাড়ছে। বস্ত্র ও তৈরি পোশাক খাতের পাশাপাশি ইলেকট্রনিক্স, ওষুধ ও হালকা প্রকৌশল খাতে বিনিয়োগ আসছে। সরকার ওয়ান স্টপ সার্ভিস চালু করে বিনিয়োগ প্রক্রিয়া সহজ করেছে। বিশেষজ্ঞরা বলছেন, বন্দর সুবিধা ও যোগাযোগ ব্যবস্থার উন্নতি হলে আরও বিনিয়োগ আকৃষ্ট হবে। রপ্তানিমুখী শিল্পে কর প্রণোদনা অব্যাহত রাখার সুপারিশ করেছেন ব্যবসায়ীরা। দক্ষ জনশক্তি তৈরিতে কারিগরি প্রশিক্ষণ কেন্দ্র সম্প্রসারণ করা হচ্ছে। বিদেশি বিনিয়োগকারীরা মুনাফা প্রত্যাবাসনের সুবিধা নিশ্চিত করার দাবি জানিয়েছেন। বাণিজ্য মন্ত্রণালয় বলছে, বিনিয়োগ বান্ধব পরিবেশ তৈরিতে নীতিমালা সংশোধন করা হচ্ছে। ঢাকা, চট্টগ্রাম ও খুলনায় নতুন শিল্পাঞ্চল গড়ে উঠছে। আঞ্চলিক সংযোগ বাড়লে রপ্তানি বাজার সম্প্রসারিত হবে বলে আশা করা হচ্ছে।	[16, 446, 499, 593]
newspaper-logo	[32, 14, 354, 103]
seal-icon	[1214, 1759, 1259, 1804]
table-cell: অনূর্ধ্ব ৩০ বছর	[1514, 2079, 1544, 2126]
article-body: রাজধানীর খিলগাঁও মেরাদিয়া এলাকায় অগ্নিকাণ্ডে অন্তত ১০টি ঘর পুড়ে গেছে। ফায়ার সার্ভিসের তিনটি ইউনিট ঘটনাস্থলে গিয়ে প্রায় এক ঘণ্টার চেষ্টায় আগুন নিয়ন্ত্রণে আনে। এতে কেউ হতাহত হয়নি। আগুনের সূত্রপাত সম্পর্কে তাৎক্ষণিকভাবে কিছু জানা যায়নি।	[519, 224, 690, 327]
portrait-photo	[601, 400, 698, 521]
article-body: (শেষের পৃষ্ঠার পর) মাদকবিরোধী অভিযানে গ্রেফতারকৃতদের বিরুদ্ধে মাদকদ্রব্য নিয়ন্ত্রণ আইনে মামলা হয়েছে। পুলিশ জানায়, সীমান্ত এলাকা থেকে মাদক এনে বিভিন্ন স্থানে সরবরাহ করত চক্রটি। জিজ্ঞাসাবাদে তারা চক্রের অন্য সদস্যদের নাম প্রকাশ করেছে।	[511, 635, 698, 721]
article-body: সাবেক প্রধানমন্ত্রী, মুক্তিযুদ্ধের সংগঠক ও বিশিষ্ট রাজনীতিবিদ মিজানুর রহমান চৌধুরীর ১৬তম মৃত্যুবার্ষিকী আজ। দিনটি উপলক্ষে চাঁদপুরে তাঁর গ্রামের বাড়িতে কোরআনখানি, দোয়া মাহফিল ও কবর জিয়ারতের আয়োজন করা হয়েছে। পরিবারের পক্ষ থেকে দেশবাসীর কাছে দোয়া চাওয়া হয়েছে।	[511, 401, 698, 592]
signer-office: LGED, Kumarkhali, Kushtia	[761, 2291, 901, 2303]
weekday: বুধবার	[1322, 20, 1367, 40]
byline: নিজস্ব প্রতিবেদক	[997, 221, 1073, 234]
signature-block	[1448, 2268, 1539, 2343]
article-body-continued: বিদেশি বিনিয়োগ আকৃষ্ট করতে বিভিন্ন দেশে রোড শো আয়োজনের পরিকল্পনা করছে সরকার। সম্ভাবনাময় খাতগুলো তুলে ধরে বিনিয়োগকারীদের সঙ্গে বৈঠক করা হবে। প্রযুক্তি, কৃষি প্রক্রিয়াজাতকরণ ও পর্যটন খাতে বিনিয়োগের সুযোগ রয়েছে। বিনিয়োগকারীদের জন্য কর অবকাশ ও অন্যান্য প্রণোদনা দেওয়া হবে। দূতাবাসগুলোকে এ বিষয়ে সক্রিয় ভূমিকা রাখতে বলা হয়েছে। বিনিয়োগ প্রক্রিয়ায় ডিজিটাল সেবা চালু হওয়ায় সময় ও খরচ কমেছে। ব্যবসায়ী সংগঠনগুলো এ উদ্যোগকে স্বাগত জানিয়েছে। অর্থনীতিবিদরা বলছেন, নীতির ধারাবাহিকতা বজায় রাখলে বিনিয়োগ বাড়বে। বৈদেশিক মুদ্রার রিজার্ভ স্থিতিশীল রাখতে রপ্তানি আয় বাড়ানো জরুরি।	[1206, 542, 1552, 659]
article-body-continued: পুরান ঢাকার আবাসিক এলাকা থেকে রাসায়নিক গুদাম সরানোর কাজ এখনো শেষ হয়নি। ব্যবসায়ীরা বলছেন, বিকল্প জায়গা প্রস্তুত না হওয়ায় তারা স্থানান্তর করতে পারছেন না। সিটি করপোরেশন জানিয়েছে, নির্ধারিত সময়ের মধ্যে গুদাম না সরালে কঠোর ব্যবস্থা নেওয়া হবে। অগ্নিঝুঁকি কমাতে নিয়মিত অভিযান চালানো হচ্ছে।	[989, 784, 1197, 885]
portrait-image	[850, 1657, 948, 1748]
column-header: Tender ID No	[86, 1858, 147, 1886]
tender-advertisement	[76, 1641, 973, 2348]
masthead	[0, 0, 1568, 123]
article-body: (প্রথম পৃষ্ঠার পর) তিনি বলেন, আমাদের সংসদ ও জাতির প্রত্যাশা যে সংবিধান অনুযায়ী নির্বাচন কমিশন গঠন হবে। প্রধান নির্বাচন কমিশনার কে এম নুরুল হুদা বলেছেন, নির্বাচন কমিশনের মেয়াদ শেষ হওয়ার আগে আমরা সবগুলো নির্বাচন শেষ করতে পেরেছি। বিভিন্ন রাজনৈতিক দল ও সুশীল সমাজের প্রতিনিধিরা নতুন কমিশন গঠনের বিষয়ে মতামত দিয়েছেন। রাষ্ট্রপতির সঙ্গে সংলাপে অংশ নেওয়া দলগুলো স্বচ্ছ প্রক্রিয়ার দাবি জানিয়েছে। অনুসন্ধান কমিটির মাধ্যমে নাম প্রস্তাবের বিধান রাখা হয়েছে আইনে। কমিশনের বিদায়ী সদস্যরা তাদের দায়িত্ব পালনকালে নানা চ্যালেঞ্জের মুখোমুখি হয়েছেন বলে জানান। স্থানীয় সরকার নির্বাচনে ইভিএম ব্যবহারের পরিধি বাড়ানো হয়েছে। ভোটার তালিকা হালনাগাদ কার্যক্রম চলমান রয়েছে এবং নতুন ভোটারদের নিবন্ধন অব্যাহত আছে। কমিশন বলছে, প্রশাসনের সহযোগিতায় সব নির্বাচন শান্তিপূর্ণভাবে সম্পন্ন হয়েছে।	[16, 170, 499, 286]
table-cell: ০১ (এক)	[1288, 2079, 1315, 2126]
job-ad-header	[1214, 1753, 1544, 1809]
signer-title: Upazila Engineer	[786, 2279, 876, 2291]
article-body: (শেষের পৃষ্ঠার পর) বিদেশি বিনিয়োগ আকৃষ্ট করতে বিভিন্ন দেশে রোড শো আয়োজনের পরিকল্পনা করছে সরকার। সম্ভাবনাময় খাতগুলো তুলে ধরে বিনিয়োগকারীদের সঙ্গে বৈঠক করা হবে। প্রযুক্তি, কৃষি প্রক্রিয়াজাতকরণ ও পর্যটন খাতে বিনিয়োগের সুযোগ রয়েছে। বিনিয়োগকারীদের জন্য কর অবকাশ ও অন্যান্য প্রণোদনা দেওয়া হবে। দূতাবাসগুলোকে এ বিষয়ে সক্রিয় ভূমিকা রাখতে বলা হয়েছে। বিনিয়োগ প্রক্রিয়ায় ডিজিটাল সেবা চালু হওয়ায় সময় ও খরচ কমেছে। ব্যবসায়ী সংগঠনগুলো এ উদ্যোগকে স্বাগত জানিয়েছে। অর্থনীতিবিদরা বলছেন, নীতির ধারাবাহিকতা বজায় রাখলে বিনিয়োগ বাড়বে। বৈদেশিক মুদ্রার রিজার্ভ স্থিতিশীল রাখতে রপ্তানি আয় বাড়ানো জরুরি।	[1206, 418, 1552, 535]
article-body: (প্রথম পৃষ্ঠার পর) পুরান ঢাকার আবাসিক এলাকা থেকে রাসায়নিক গুদাম সরানোর কাজ এখনো শেষ হয়নি। ব্যবসায়ীরা বলছেন, বিকল্প জায়গা প্রস্তুত না হওয়ায় তারা স্থানান্তর করতে পারছেন না। সিটি করপোরেশন জানিয়েছে, নির্ধারিত সময়ের মধ্যে গুদাম না সরালে কঠোর ব্যবস্থা নেওয়া হবে। অগ্নিঝুঁকি কমাতে নিয়মিত অভিযান চালানো হচ্ছে।	[989, 675, 1197, 777]
table-cell: টাকা ২৫,০০০/-	[1472, 1972, 1514, 2032]
table-row	[1215, 2079, 1544, 2126]
article-headline: ছাত্র নিহতে	[1324, 133, 1435, 162]
column-header: Last Selling Date & time	[552, 1858, 675, 1886]
article-body-continued: স্বল্পোন্নত দেশ থেকে উত্তরণের পর বাণিজ্য সুবিধা অব্যাহত রাখতে প্রস্তুতি নিচ্ছে সরকার। বিশেষজ্ঞরা বলছেন, রপ্তানি পণ্যের বৈচিত্র্য আনতে হবে। শুল্কমুক্ত সুবিধা হারানোর প্রভাব মোকাবিলায় আলোচনা চলছে। উন্নয়ন সহযোগীদের সঙ্গে নতুন চুক্তির সম্ভাবনা খতিয়ে দেখা হচ্ছে।	[989, 1748, 1197, 1835]
slogan: শেখ হাসিনার মূলনীতি গ্রাম শহরের উন্নতি	[842, 1750, 942, 1773]
article-body: (শেষের পৃষ্ঠার পর) মামলার শুনানিতে আসামিপক্ষের আইনজীবীরা জামিন আবেদন করেন। রাষ্ট্রপক্ষ এর বিরোধিতা করে। উভয়পক্ষের বক্তব্য শুনে আদালত পরবর্তী শুনানির দিন ধার্য করেন।	[989, 575, 1197, 632]
table-cell: উপ-সহকারী প্রকৌশলী	[1239, 2032, 1288, 2079]
signature: স্বাক্ষর	[1473, 2272, 1514, 2292]
article-headline: পুরান ঢাকায় রাসায়নিক	[996, 641, 1189, 666]
article-headline: মিজানুর রহমান চৌধুরীর ১৬তম মৃত্যুবার্ষিকী আজ	[511, 347, 698, 393]
article-headline: ভাষার শক্তি	[1323, 665, 1435, 694]
table-header-row	[86, 1858, 964, 1886]
article-body-continued: স্বল্পোন্নত দেশ থেকে উত্তরণের পর বাণিজ্য সুবিধা অব্যাহত রাখতে প্রস্তুতি নিচ্ছে সরকার। বিশেষজ্ঞরা বলছেন, রপ্তানি পণ্যের বৈচিত্র্য আনতে হবে। শুল্কমুক্ত সুবিধা হারানোর প্রভাব মোকাবিলায় আলোচনা চলছে। উন্নয়ন সহযোগীদের সঙ্গে নতুন চুক্তির সম্ভাবনা খতিয়ে দেখা হচ্ছে।	[989, 2031, 1197, 2117]
table-cell: 645144	[86, 1886, 147, 1914]
table-cell: সহকারী প্রকৌশলী	[1239, 1972, 1288, 2032]
job-advertisement	[1206, 1745, 1552, 2356]
tender-intro: e-Tender is invited in the National e-GP System portal (http://www.eprocure.gov.bd) for the procurement of following works, details are given below:	[85, 1822, 923, 1846]
table-cell: ২।	[1215, 1972, 1240, 2032]
column-rule	[703, 129, 704, 1657]
gov-line: Local Government Engineering Department	[376, 1673, 673, 1687]
article-headline: ফেনসিডিল মাদক	[532, 601, 677, 626]
article-body: (প্রথম পৃষ্ঠার পর) ভাষা আন্দোলনের চেতনা আমাদের জাতীয় জীবনের প্রেরণা। মাতৃভাষার মর্যাদা রক্ষায় যারা আত্মত্যাগ করেছেন তাদের স্মরণ করা আমাদের দায়িত্ব। বাংলা ভাষা আজ আন্তর্জাতিক অঙ্গনে স্বীকৃতি পেয়েছে। একুশে ফেব্রুয়ারি এখন আন্তর্জাতিক মাতৃভাষা দিবস হিসেবে পালিত হয়। ভাষার শক্তি জাতিকে ঐক্যবদ্ধ করেছে এবং স্বাধীনতার পথ দেখিয়েছে। সর্বস্তরে বাংলা ভাষার প্রচলন নিশ্চিত করা এখনো একটি চ্যালেঞ্জ। শিক্ষা, প্রশাসন ও আদালতে বাংলার ব্যবহার বাড়াতে হবে। নতুন প্রজন্মকে ভাষার ইতিহাস জানাতে হবে। সাহিত্য, সংস্কৃতি ও গবেষণায় বাংলাকে আরও সমৃদ্ধ করার সুযোগ রয়েছে।	[1206, 701, 1552, 818]
table-cell: কোনো সরকারি পলিটেকনিক ইনস্টিটিউট হতে ইলেকট্রিক্যাল বিষয়ে ডিপ্লোমা ইঞ্জিনিয়ারিং ডিগ্রি।	[1315, 2032, 1472, 2079]
brand-name	[32, 43, 292, 105]
gov-line: Government of the People's Republic of Bangladesh	[347, 1657, 702, 1672]
column-header: Package & Name of work	[146, 1858, 451, 1886]
org-sub: বাংলাদেশ নৌবাহিনী, খুলনা	[1320, 1777, 1434, 1789]
article-body: (প্রথম পৃষ্ঠার পর) বিমানবন্দরে যাত্রীদের নানা ধরনের হয়রানির শিকার হতে হচ্ছে বলে অভিযোগ পাওয়া গেছে। লাগেজ পেতে দীর্ঘ অপেক্ষা, ইমিগ্রেশনে ধীরগতি এবং ট্রলি সংকট নিয়ে ক্ষোভ প্রকাশ করেছেন যাত্রীরা। প্রবাসী কর্মীরা বলছেন, বিদেশ যাওয়ার আগে করোনা পরীক্ষার সনদ সংগ্রহেও ভোগান্তি পোহাতে হচ্ছে। কর্তৃপক্ষ জানিয়েছে, সেবার মান উন্নয়নে অতিরিক্ত জনবল নিয়োগ দেওয়া হয়েছে। যাত্রী সেবা নিশ্চিত করতে হেল্প ডেস্ক চালু রয়েছে। নতুন টার্মিনাল চালু হলে ভোগান্তি কমবে বলে আশা করা হচ্ছে। অভিযোগ জানানোর জন্য হটলাইন নম্বর প্রচার করা হচ্ছে।	[709, 800, 979, 931]
anniversary-badge: ১০০	[1494, 1756, 1544, 1806]
table-cell: Construction of additional class room Kumarkhali J.N Primary School under Kumarkhali, Kushtia	[146, 1886, 451, 1914]
table-cell: ক। কোনো সরকারি বিশ্ববিদ্যালয় হতে নৌযান ও নৌযন্ত্র কৌশল বিষয়ে স্নাতক ডিগ্রি। খ। জাহাজ নির্মাণ শিল্পে ডিজাইন/প্রোডাকশন বিভাগে কাজের অভিজ্ঞতা। গ। AutoCAD, Rhino 3D & 2D ও Maxsurf সফটওয়্যারে দক্ষতা।	[1315, 1898, 1472, 1972]
brand-part-2: প্রতিদিন	[174, 49, 293, 92]
article-body: (তৃতীয় পৃষ্ঠার পর) নতুন বেতন কাঠামো মার্চ-এপ্রিলের মধ্যে কার্যকর করার প্রস্তুতি নেওয়া হচ্ছে। সংশ্লিষ্ট মন্ত্রণালয় প্রস্তাব চূড়ান্ত করছে। কর্মচারীদের প্রত্যাশা পূরণে সরকার আন্তরিক বলে জানিয়েছেন কর্মকর্তারা।	[1206, 334, 1552, 376]
article-headline: সিইসি নুরুল হুদাকে	[150, 132, 364, 164]
article-body-continued: সরকারি কর্মকর্তাদের উৎসাহিত করতে 'বঙ্গবন্ধু জনপ্রশাসন পদক' প্রবর্তনের সিদ্ধান্ত নেওয়া হয়েছে। জনপ্রশাসনে উদ্ভাবন, দক্ষতা ও জনসেবায় বিশেষ অবদানের জন্য এ পদক দেওয়া হবে। এ-সংক্রান্ত নীতিমালা চূড়ান্ত করা হয়েছে।	[997, 333, 1188, 420]
